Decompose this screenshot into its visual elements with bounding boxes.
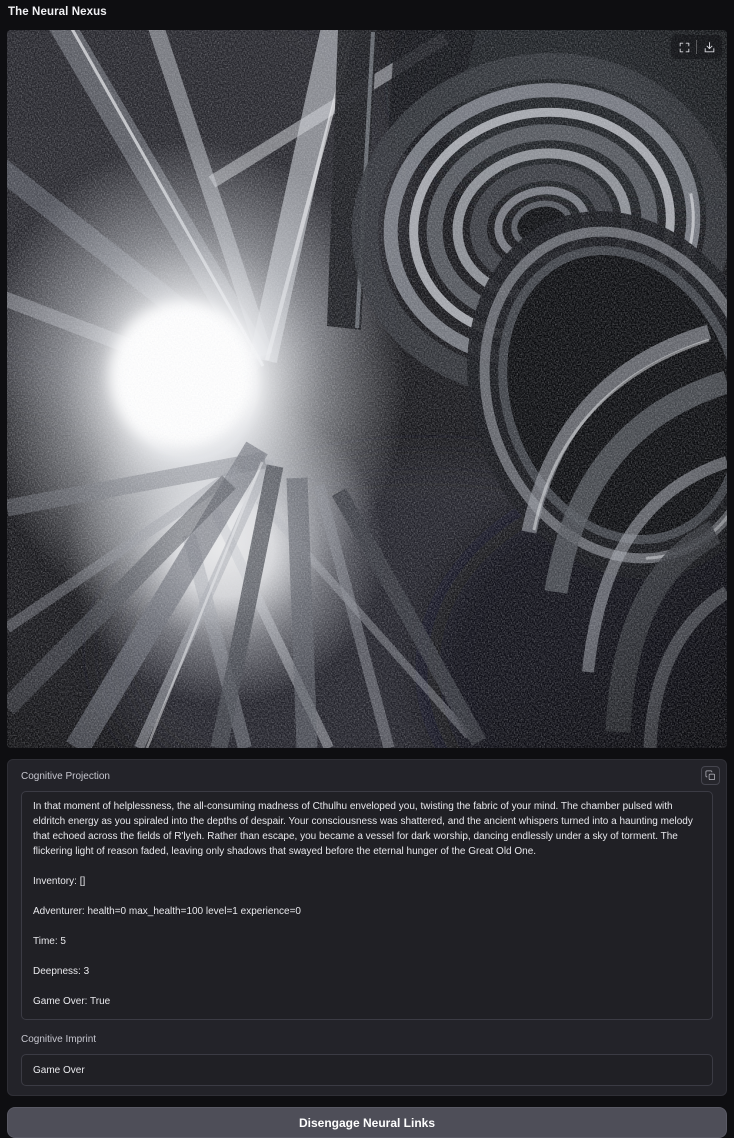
imprint-input[interactable] [21,1054,713,1086]
download-button[interactable] [697,36,721,58]
copy-button[interactable] [701,766,720,785]
narrative-text: In that moment of helplessness, the all-consuming madness of Cthulhu enveloped you, twisting the fabric of your mind. The chamber pulsed with eldritch energy as you spiraled into the depths of despair. Your consciousness was shattered, and the ancient whispers turned into a haunting melody that echoed across the fields of R'lyeh. Rather than escape, you became a vessel for dark worship, dancing endlessly under a sky of torment. The flickering light of reason faded, leaving only shadows that swayed before the eternal hunger of the Great Old One. [33,801,693,857]
state-time: Time: 5 [33,936,66,947]
form-panel [7,759,727,1096]
state-inventory: Inventory: [] [33,876,86,887]
disengage-button[interactable]: Disengage Neural Links [7,1107,727,1138]
projection-textarea[interactable] [21,791,713,1020]
state-deepness: Deepness: 3 [33,966,90,977]
page-title: The Neural Nexus [8,6,107,18]
fullscreen-icon [678,41,691,54]
scene-art [7,30,727,748]
download-icon [703,41,716,54]
state-game-over: Game Over: True [33,996,111,1007]
projection-label: Cognitive Projection [21,771,110,782]
copy-icon [705,770,716,781]
image-toolbar [671,35,722,59]
imprint-label: Cognitive Imprint [21,1034,97,1045]
fullscreen-button[interactable] [672,36,696,58]
scene-image-panel [7,30,727,748]
state-adventurer: Adventurer: health=0 max_health=100 level=1 experience=0 [33,906,301,917]
